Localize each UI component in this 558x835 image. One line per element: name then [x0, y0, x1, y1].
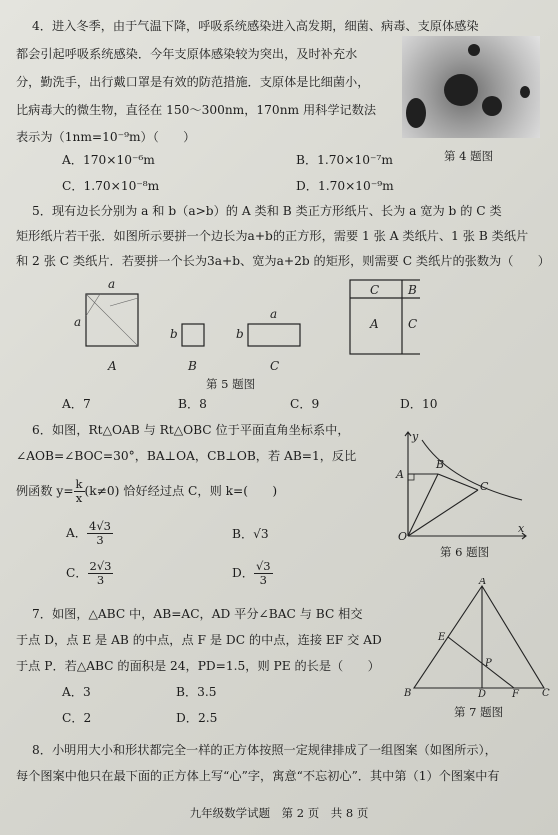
label-B: B: [404, 688, 412, 698]
photo-cell: [444, 74, 478, 106]
caption-c: C: [270, 359, 280, 373]
square-b: [182, 324, 204, 346]
label-C: C: [480, 480, 489, 493]
q5-option-b: B．8: [178, 397, 207, 411]
k-over-x: $\frac{k}{x}$: [75, 477, 83, 505]
label-c-right: C: [408, 317, 418, 331]
caption-a: A: [108, 359, 117, 373]
label-D: D: [478, 689, 487, 698]
q5-option-d: D．10: [400, 397, 438, 411]
q7-line-2: 于点 D，点 E 是 AB 的中点，点 F 是 DC 的中点，连接 EF 交 AD: [16, 633, 382, 647]
q5-line-1: 5．现有边长分别为 a 和 b（a>b）的 A 类和 B 类正方形纸片、长为 a 宽为 b 的 C 类: [32, 204, 502, 218]
photo-cell: [482, 96, 502, 116]
label-F: F: [512, 689, 519, 698]
label-a-top: a: [108, 277, 116, 291]
q7-option-a: A．3: [62, 685, 91, 699]
q4-line-3: 分，勤洗手，出行戴口罩是有效的防范措施．支原体是比细菌小，: [16, 75, 370, 89]
label-b-c: b: [236, 327, 244, 341]
page-footer: 九年级数学试题 第 2 页 共 8 页: [189, 806, 369, 820]
q6-option-d: D． $\frac{√3}{3}$: [232, 559, 271, 587]
q8-line-1: 8．小明用大小和形状都完全一样的正方体按照一定规律排成了一组图案（如图所示），: [32, 743, 497, 757]
q4-figure-caption: 第 4 题图: [444, 149, 494, 163]
q8-line-2: 每个图案中他只在最下面的正方体上写“心”字，寓意“不忘初心”．其中第（1）个图案中有: [16, 769, 500, 783]
q5-line-2: 矩形纸片若干张．如图所示要拼一个边长为a+b的正方形，需要 1 张 A 类纸片、1 张 B 类纸片: [16, 229, 529, 243]
q7-option-b: B．3.5: [176, 685, 217, 699]
q5-figure: [70, 276, 420, 376]
mycoplasma-photo: [402, 36, 540, 138]
q7-figure-caption: 第 7 题图: [454, 705, 504, 719]
q6-figure-caption: 第 6 题图: [440, 545, 490, 559]
triangle-abc: [414, 586, 544, 688]
q6-line-2: ∠AOB=∠BOC=30°，BA⊥OA，CB⊥OB，若 AB=1，反比: [16, 449, 357, 463]
photo-cell: [468, 44, 480, 56]
label-A: A: [479, 578, 487, 587]
q6-option-a: A． $\frac{4√3}{3}$: [66, 519, 111, 547]
label-B: B: [436, 458, 445, 471]
q4-option-b: B．1.70×10⁻⁷m: [296, 153, 393, 167]
photo-cell: [520, 86, 530, 98]
fold-lines: [86, 294, 138, 346]
label-b-left: b: [170, 327, 178, 341]
q7-option-c: C．2: [62, 711, 92, 725]
label-a-big: A: [370, 317, 379, 331]
label-E: E: [438, 632, 446, 643]
caption-b: B: [188, 359, 197, 373]
q5-option-c: C．9: [290, 397, 320, 411]
label-A: A: [396, 468, 404, 481]
label-C: C: [542, 688, 550, 698]
label-x: x: [518, 522, 525, 535]
q5-line-3: 和 2 张 C 类纸片．若要拼一个长为3a+b、宽为a+2b 的矩形，则需要 C 类纸片的张数为（ ）: [16, 254, 550, 268]
label-a-left: a: [74, 315, 82, 329]
label-b-top: B: [408, 283, 417, 297]
q6-figure: [392, 428, 532, 544]
q4-option-a: A．170×10⁻⁶m: [62, 153, 155, 167]
label-a-c: a: [270, 307, 278, 321]
label-y: y: [412, 430, 419, 443]
q7-line-3: 于点 P．若△ABC 的面积是 24，PD=1.5，则 PE 的长是（ ）: [16, 659, 380, 673]
q4-line-1: 4．进入冬季，由于气温下降，呼吸系统感染进入高发期，细菌、病毒、支原体感染: [32, 19, 479, 33]
label-O: O: [398, 530, 408, 543]
q6-option-b: B．√3: [232, 527, 269, 541]
q4-line-2: 都会引起呼吸系统感染．今年支原体感染较为突出，及时补充水: [16, 47, 358, 61]
q7-option-d: D．2.5: [176, 711, 218, 725]
q4-line-4: 比病毒大的微生物，直径在 150～300nm，170nm 用科学记数法: [16, 103, 377, 117]
label-P: P: [485, 658, 492, 669]
q5-option-a: A．7: [62, 397, 91, 411]
photo-cell: [406, 98, 426, 128]
q6-option-c: C． $\frac{2√3}{3}$: [66, 559, 112, 587]
rectangle-c: [248, 324, 300, 346]
q4-option-c: C．1.70×10⁻⁸m: [62, 179, 160, 193]
segment-ef: [448, 637, 514, 688]
q7-line-1: 7．如图，△ABC 中，AB=AC，AD 平分∠BAC 与 BC 相交: [32, 607, 363, 621]
q5-figure-caption: 第 5 题图: [206, 377, 256, 391]
q7-figure: [402, 578, 552, 698]
label-c-top: C: [370, 283, 380, 297]
q6-line-3: 例函数 y= $\frac{k}{x}$ (k≠0) 恰好经过点 C，则 k=( ): [16, 477, 278, 505]
q6-line-1: 6．如图，Rt△OAB 与 Rt△OBC 位于平面直角坐标系中，: [32, 423, 350, 437]
q4-line-5: 表示为（1nm=10⁻⁹m）（ ）: [16, 130, 196, 144]
q4-option-d: D．1.70×10⁻⁹m: [296, 179, 394, 193]
